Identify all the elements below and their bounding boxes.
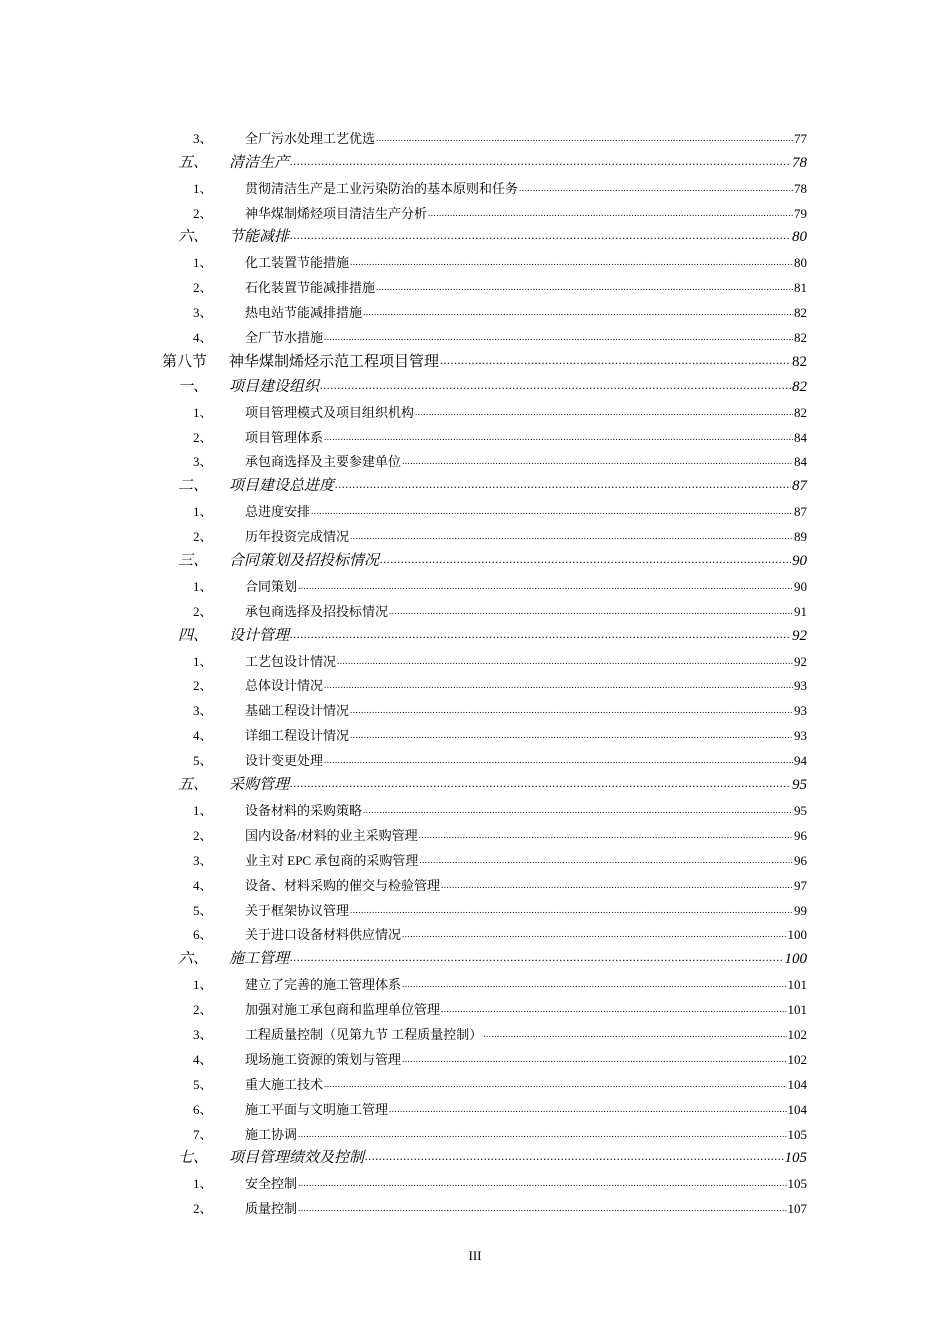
toc-entry-line (229, 624, 807, 645)
toc-entry-line (245, 252, 807, 271)
toc-entry-page: 100 (787, 927, 807, 943)
toc-entry[interactable] (0, 1096, 950, 1121)
toc-entry-page: 80 (792, 229, 807, 246)
toc-entry-line (229, 474, 807, 495)
toc-entry-line (245, 800, 807, 819)
toc-entry[interactable] (0, 200, 950, 225)
table-of-contents (0, 125, 950, 1220)
toc-dot-leader (376, 129, 793, 145)
toc-dot-leader (298, 577, 793, 593)
toc-entry-page: 94 (794, 753, 807, 769)
toc-entry-number: 2、 (193, 1002, 213, 1018)
toc-dot-leader (320, 377, 791, 394)
toc-entry-number: 4、 (193, 1051, 213, 1067)
toc-entry[interactable] (0, 897, 950, 922)
toc-entry-line (229, 947, 807, 968)
toc-entry-title: 热电站节能减排措施 (245, 305, 363, 321)
toc-entry-line (245, 402, 807, 421)
toc-entry-page: 92 (794, 653, 807, 669)
toc-entry-page: 93 (794, 703, 807, 719)
toc-entry-number: 1、 (193, 802, 213, 818)
toc-entry-title: 项目建设总进度 (229, 478, 335, 495)
toc-entry-number: 4、 (193, 877, 213, 893)
toc-entry-number: 六、 (178, 951, 209, 968)
toc-entry-title: 工艺包设计情况 (245, 653, 337, 669)
toc-entry[interactable] (0, 150, 950, 175)
toc-entry[interactable] (0, 498, 950, 523)
toc-entry-title: 项目管理模式及项目组织机构 (245, 404, 415, 420)
toc-entry-title: 设计变更处理 (245, 753, 324, 769)
toc-entry-number: 1、 (193, 578, 213, 594)
toc-entry-line (245, 501, 807, 520)
toc-entry-line (229, 225, 807, 246)
toc-entry-line (245, 651, 807, 670)
toc-entry-title: 全厂节水措施 (245, 330, 324, 346)
toc-entry-number: 1、 (193, 1176, 213, 1192)
toc-entry[interactable] (0, 648, 950, 673)
toc-entry[interactable] (0, 225, 950, 250)
toc-entry-number: 2、 (193, 429, 213, 445)
toc-dot-leader (441, 1000, 786, 1016)
toc-entry[interactable] (0, 598, 950, 623)
toc-entry-title: 项目管理体系 (245, 429, 324, 445)
toc-entry-number: 3、 (193, 852, 213, 868)
toc-entry-number: 2、 (193, 678, 213, 694)
toc-entry-number: 1、 (193, 255, 213, 271)
toc-entry-page: 87 (792, 478, 807, 495)
toc-entry[interactable] (0, 1046, 950, 1071)
toc-entry-page: 82 (794, 305, 807, 321)
toc-dot-leader (402, 925, 786, 941)
toc-entry-number: 4、 (193, 728, 213, 744)
toc-entry[interactable] (0, 473, 950, 498)
toc-entry-line (245, 850, 807, 869)
toc-entry-page: 99 (794, 902, 807, 918)
toc-entry-number: 1、 (193, 504, 213, 520)
toc-entry-number: 2、 (193, 280, 213, 296)
toc-entry[interactable] (0, 697, 950, 722)
toc-entry-number: 7、 (193, 1126, 213, 1142)
toc-entry-number: 4、 (193, 330, 213, 346)
toc-dot-leader (380, 551, 791, 568)
page-footer-number: III (468, 1248, 482, 1263)
toc-entry-page: 89 (794, 529, 807, 545)
toc-entry-title: 国内设备/材料的业主采购管理 (245, 827, 418, 843)
toc-dot-leader (402, 975, 786, 991)
toc-entry-title: 设备、材料采购的催交与检验管理 (245, 877, 441, 893)
toc-entry-number: 1、 (193, 180, 213, 196)
toc-entry-page: 93 (794, 678, 807, 694)
toc-entry-title: 化工装置节能措施 (245, 255, 350, 271)
toc-entry-line (245, 451, 807, 470)
toc-dot-leader (324, 676, 793, 692)
toc-entry-number: 3、 (193, 703, 213, 719)
toc-entry-page: 84 (794, 429, 807, 445)
toc-entry-title: 历年投资完成情况 (245, 529, 350, 545)
toc-entry-line (245, 1124, 807, 1143)
toc-entry-page: 87 (794, 504, 807, 520)
toc-entry-page: 107 (787, 1201, 807, 1217)
toc-entry-title: 项目建设组织 (229, 378, 320, 395)
toc-entry-number: 3、 (193, 130, 213, 146)
toc-entry-line (229, 350, 807, 371)
toc-dot-leader (337, 652, 793, 668)
toc-entry-title: 现场施工资源的策划与管理 (245, 1051, 402, 1067)
toc-entry-title: 合同策划及招投标情况 (229, 553, 380, 570)
toc-dot-leader (389, 1100, 786, 1116)
toc-entry-number: 2、 (193, 1201, 213, 1217)
toc-entry-line (245, 277, 807, 296)
toc-entry-line (245, 327, 807, 346)
toc-entry-title: 加强对施工承包商和监理单位管理 (245, 1002, 441, 1018)
toc-entry-line (245, 675, 807, 694)
toc-entry-page: 78 (792, 154, 807, 171)
toc-entry[interactable] (0, 274, 950, 299)
toc-entry-line (245, 725, 807, 744)
toc-entry-line (245, 1099, 807, 1118)
toc-entry-line (245, 1049, 807, 1068)
toc-entry-page: 80 (794, 255, 807, 271)
toc-entry-line (245, 427, 807, 446)
toc-entry-number: 三、 (178, 553, 209, 570)
toc-entry-number: 3、 (193, 454, 213, 470)
toc-dot-leader (350, 701, 793, 717)
toc-entry[interactable] (0, 946, 950, 971)
toc-entry-title: 施工管理 (229, 951, 290, 968)
toc-entry-title: 设备材料的采购策略 (245, 802, 363, 818)
toc-entry-line (245, 526, 807, 545)
toc-entry-line (245, 974, 807, 993)
toc-dot-leader (298, 1199, 786, 1215)
toc-entry[interactable] (0, 125, 950, 150)
toc-entry[interactable] (0, 922, 950, 947)
toc-entry-title: 全厂污水处理工艺优选 (245, 130, 376, 146)
toc-dot-leader (365, 1148, 783, 1165)
toc-entry-title: 基础工程设计情况 (245, 703, 350, 719)
toc-dot-leader (376, 278, 793, 294)
toc-entry-number: 六、 (178, 229, 209, 246)
toc-dot-leader (324, 428, 793, 444)
toc-entry-page: 79 (794, 205, 807, 221)
toc-entry-line (245, 601, 807, 620)
toc-entry-page: 105 (787, 1126, 807, 1142)
toc-entry-line (245, 900, 807, 919)
toc-dot-leader (290, 949, 783, 966)
toc-entry-line (229, 549, 807, 570)
toc-entry-title: 贯彻清洁生产是工业污染防治的基本原则和任务 (245, 180, 519, 196)
toc-entry-page: 105 (784, 1150, 807, 1167)
toc-dot-leader (363, 303, 793, 319)
toc-dot-leader (335, 476, 791, 493)
toc-entry[interactable] (0, 374, 950, 399)
toc-dot-leader (483, 1025, 786, 1041)
toc-dot-leader (350, 726, 793, 742)
toc-entry-line (245, 576, 807, 595)
toc-dot-leader (402, 452, 793, 468)
toc-dot-leader (419, 826, 793, 842)
toc-entry-title: 设计管理 (229, 627, 290, 644)
toc-entry[interactable] (0, 1071, 950, 1096)
toc-entry[interactable] (0, 996, 950, 1021)
toc-entry[interactable] (0, 349, 950, 374)
toc-entry-line (245, 128, 807, 147)
toc-entry[interactable] (0, 1121, 950, 1146)
toc-entry-page: 95 (792, 777, 807, 794)
toc-entry-number: 1、 (193, 977, 213, 993)
toc-dot-leader (350, 527, 793, 543)
toc-entry-number: 七、 (178, 1150, 209, 1167)
toc-entry[interactable] (0, 573, 950, 598)
toc-dot-leader (290, 626, 791, 643)
toc-entry-page: 82 (792, 353, 807, 370)
toc-entry-title: 业主对 EPC 承包商的采购管理 (245, 852, 419, 868)
toc-entry-line (245, 999, 807, 1018)
toc-entry-page: 104 (787, 1076, 807, 1092)
toc-entry-page: 104 (787, 1101, 807, 1117)
toc-entry-number: 1、 (193, 653, 213, 669)
toc-entry-title: 详细工程设计情况 (245, 728, 350, 744)
toc-entry-page: 82 (794, 330, 807, 346)
toc-dot-leader (324, 328, 793, 344)
toc-entry[interactable] (0, 249, 950, 274)
toc-dot-leader (415, 403, 793, 419)
toc-entry-title: 总体设计情况 (245, 678, 324, 694)
toc-entry-title: 合同策划 (245, 578, 298, 594)
toc-entry-title: 项目管理绩效及控制 (229, 1150, 365, 1167)
toc-entry-line (229, 375, 807, 396)
toc-dot-leader (419, 851, 793, 867)
toc-entry-line (245, 750, 807, 769)
toc-entry[interactable] (0, 1021, 950, 1046)
toc-entry-page: 105 (787, 1176, 807, 1192)
toc-entry[interactable] (0, 772, 950, 797)
toc-entry-page: 96 (794, 827, 807, 843)
toc-entry-title: 关于框架协议管理 (245, 902, 350, 918)
toc-entry-number: 5、 (193, 902, 213, 918)
toc-entry[interactable] (0, 673, 950, 698)
toc-entry-page: 96 (794, 852, 807, 868)
toc-entry-page: 91 (794, 603, 807, 619)
toc-entry-title: 神华煤制烯烃项目清洁生产分析 (245, 205, 428, 221)
toc-entry[interactable] (0, 1146, 950, 1171)
toc-entry-line (245, 875, 807, 894)
toc-entry[interactable] (0, 822, 950, 847)
toc-entry[interactable] (0, 424, 950, 449)
toc-entry-number: 五、 (178, 154, 209, 171)
toc-entry[interactable] (0, 399, 950, 424)
toc-dot-leader (290, 227, 791, 244)
toc-entry-line (245, 302, 807, 321)
toc-entry-page: 84 (794, 454, 807, 470)
toc-entry-line (245, 1024, 807, 1043)
toc-entry[interactable] (0, 175, 950, 200)
toc-dot-leader (298, 1174, 786, 1190)
toc-entry-number: 四、 (178, 627, 209, 644)
toc-entry[interactable] (0, 449, 950, 474)
toc-entry-title: 清洁生产 (229, 154, 290, 171)
toc-entry[interactable] (0, 324, 950, 349)
toc-entry[interactable] (0, 747, 950, 772)
toc-entry-line (229, 773, 807, 794)
toc-entry-line (245, 203, 807, 222)
toc-entry[interactable] (0, 722, 950, 747)
toc-entry-page: 81 (794, 280, 807, 296)
toc-dot-leader (363, 801, 793, 817)
toc-entry[interactable] (0, 971, 950, 996)
toc-dot-leader (298, 1125, 786, 1141)
toc-entry-page: 101 (787, 977, 807, 993)
toc-entry[interactable] (0, 1195, 950, 1220)
toc-entry-line (245, 1074, 807, 1093)
toc-entry[interactable] (0, 1170, 950, 1195)
toc-entry-title: 石化装置节能减排措施 (245, 280, 376, 296)
toc-dot-leader (324, 1075, 786, 1091)
toc-entry-page: 77 (794, 130, 807, 146)
toc-entry[interactable] (0, 548, 950, 573)
toc-dot-leader (324, 751, 793, 767)
toc-entry-number: 5、 (193, 753, 213, 769)
toc-dot-leader (440, 352, 791, 369)
toc-entry-number: 1、 (193, 404, 213, 420)
toc-entry-page: 97 (794, 877, 807, 893)
toc-entry-line (245, 1198, 807, 1217)
toc-entry-line (245, 700, 807, 719)
toc-entry-line (229, 1146, 807, 1167)
toc-entry-number: 6、 (193, 927, 213, 943)
toc-entry-title: 施工协调 (245, 1126, 298, 1142)
toc-entry-title: 建立了完善的施工管理体系 (245, 977, 402, 993)
toc-entry-line (245, 924, 807, 943)
toc-dot-leader (519, 179, 793, 195)
toc-entry-line (245, 825, 807, 844)
toc-entry-title: 采购管理 (229, 777, 290, 794)
toc-entry[interactable] (0, 847, 950, 872)
toc-entry[interactable] (0, 623, 950, 648)
toc-entry-page: 90 (792, 553, 807, 570)
toc-entry-page: 90 (794, 578, 807, 594)
toc-entry-line (245, 1173, 807, 1192)
toc-entry-title: 神华煤制烯烃示范工程项目管理 (229, 353, 440, 370)
toc-entry-page: 95 (794, 802, 807, 818)
toc-entry-line (229, 151, 807, 172)
toc-entry-number: 5、 (193, 1076, 213, 1092)
toc-dot-leader (441, 876, 793, 892)
toc-entry-title: 总进度安排 (245, 504, 311, 520)
toc-entry-title: 节能减排 (229, 229, 290, 246)
toc-entry-page: 78 (794, 180, 807, 196)
toc-entry-title: 重大施工技术 (245, 1076, 324, 1092)
toc-entry-title: 施工平面与文明施工管理 (245, 1101, 389, 1117)
toc-dot-leader (389, 602, 793, 618)
toc-entry-title: 安全控制 (245, 1176, 298, 1192)
toc-entry[interactable] (0, 299, 950, 324)
toc-entry-title: 工程质量控制（见第九节 工程质量控制） (245, 1026, 483, 1042)
toc-entry-number: 一、 (178, 378, 209, 395)
toc-entry-title: 质量控制 (245, 1201, 298, 1217)
toc-entry-page: 82 (794, 404, 807, 420)
toc-entry-number: 2、 (193, 529, 213, 545)
toc-entry-page: 101 (787, 1002, 807, 1018)
toc-entry-number: 2、 (193, 603, 213, 619)
toc-entry-page: 82 (792, 378, 807, 395)
toc-entry-number: 二、 (178, 478, 209, 495)
toc-entry-number: 2、 (193, 827, 213, 843)
toc-dot-leader (311, 502, 793, 518)
toc-entry-page: 92 (792, 627, 807, 644)
toc-dot-leader (290, 775, 791, 792)
toc-dot-leader (350, 253, 793, 269)
toc-entry-number: 6、 (193, 1101, 213, 1117)
toc-entry[interactable] (0, 872, 950, 897)
toc-entry-page: 102 (787, 1026, 807, 1042)
toc-entry[interactable] (0, 797, 950, 822)
toc-dot-leader (290, 153, 791, 170)
toc-dot-leader (402, 1050, 786, 1066)
toc-entry-number: 第八节 (162, 353, 208, 370)
toc-dot-leader (428, 204, 793, 220)
toc-entry-number: 2、 (193, 205, 213, 221)
toc-entry-title: 承包商选择及招投标情况 (245, 603, 389, 619)
toc-entry-number: 3、 (193, 305, 213, 321)
toc-entry[interactable] (0, 523, 950, 548)
toc-entry-number: 五、 (178, 777, 209, 794)
toc-dot-leader (350, 901, 793, 917)
toc-entry-title: 关于进口设备材料供应情况 (245, 927, 402, 943)
toc-entry-title: 承包商选择及主要参建单位 (245, 454, 402, 470)
toc-entry-page: 100 (784, 951, 807, 968)
toc-entry-page: 93 (794, 728, 807, 744)
toc-entry-page: 102 (787, 1051, 807, 1067)
toc-entry-number: 3、 (193, 1026, 213, 1042)
toc-entry-line (245, 178, 807, 197)
